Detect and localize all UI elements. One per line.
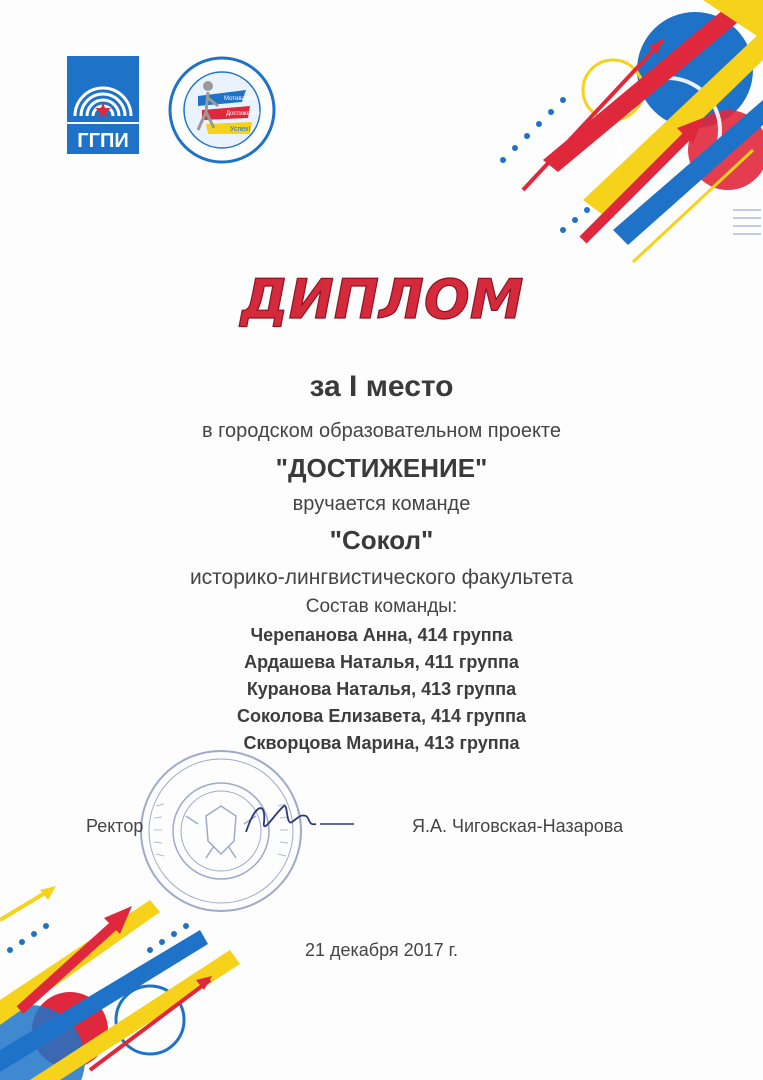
project-line: в городском образовательном проекте: [202, 420, 561, 442]
awarded-line: вручается команде: [292, 493, 471, 515]
badge-word-2: Достижение: [226, 111, 260, 117]
signature-row: [0, 816, 763, 846]
team-member: Черепанова Анна, 414 группа: [250, 625, 513, 645]
issue-date: 21 декабря 2017 г.: [304, 940, 459, 960]
team-heading: Состав команды:: [305, 596, 458, 617]
place-text: за I место: [309, 370, 454, 403]
badge-word-1: Мотивация: [224, 96, 255, 102]
diploma-title: [0, 262, 763, 332]
team-member: Куранова Наталья, 413 группа: [246, 679, 517, 699]
project-name: "ДОСТИЖЕНИЕ": [275, 453, 488, 483]
team-member: Скворцова Марина, 413 группа: [243, 733, 520, 753]
decoration-top-right: [463, 0, 763, 270]
rector-label: Ректор: [86, 816, 144, 836]
diploma-title-text: ДИПЛОМ: [240, 268, 523, 331]
university-logo-text: ГГПИ: [77, 130, 129, 152]
team-name: "Сокол": [329, 525, 434, 555]
team-member: Ардашева Наталья, 411 группа: [244, 652, 519, 672]
project-badge: [168, 56, 276, 164]
rector-name: Я.А. Чиговская-Назарова: [412, 816, 624, 836]
faculty-line: историко-лингвистического факультета: [189, 566, 574, 589]
team-member: Соколова Елизавета, 414 группа: [236, 706, 527, 726]
badge-word-3: Успех!: [230, 126, 251, 133]
university-logo: [67, 56, 139, 154]
